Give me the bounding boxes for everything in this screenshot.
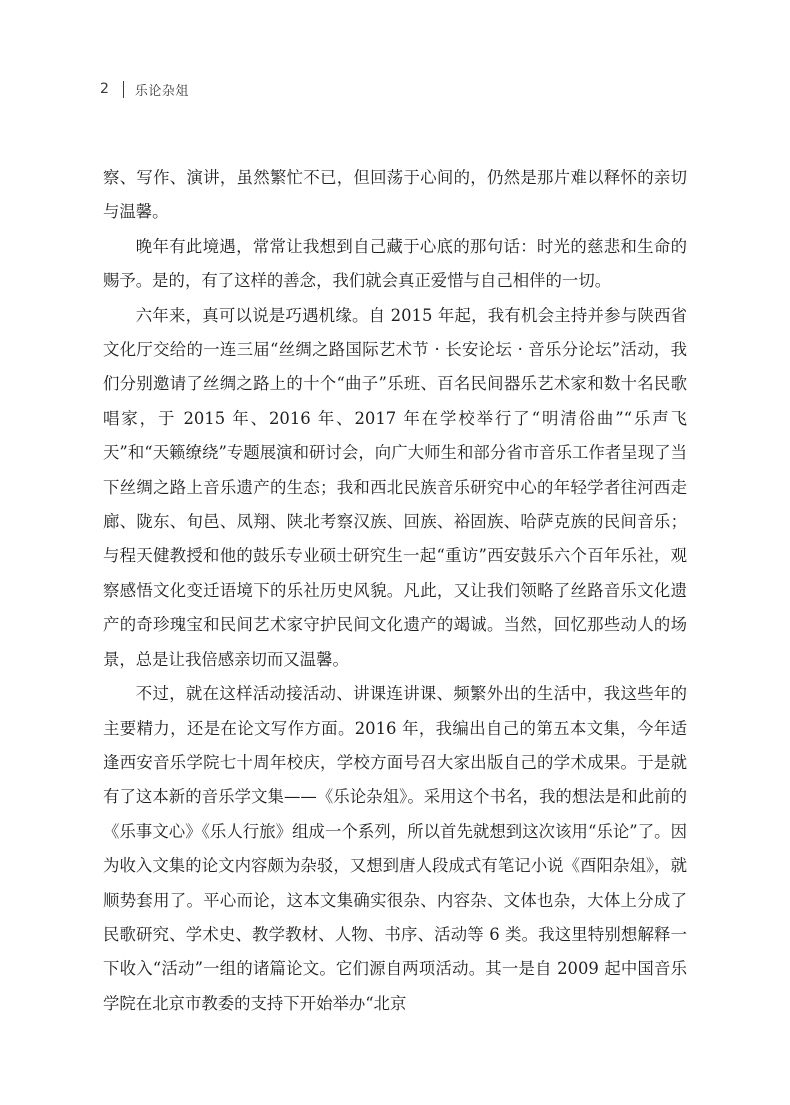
paragraph: 晚年有此境遇，常常让我想到自己藏于心底的那句话：时光的慈悲和生命的赐予。是的，有了这样的善念，我们就会真正爱惜与自己相伴的一切。 [103,236,687,291]
body-text [103,161,687,1021]
paragraph-continuation: 察、写作、演讲，虽然繁忙不已，但回荡于心间的，仍然是那片难以释怀的亲切与温馨。 [103,168,687,222]
paragraph: 六年来，真可以说是巧遇机缘。自 2015 年起，我有机会主持并参与陕西省文化厅交给的一连三届“丝绸之路国际艺术节 · 长安论坛 · 音乐分论坛”活动，我们分别邀请了丝绸之路上的十个“曲子”乐班、百名民间器乐艺术家和数十名民歌唱家，于 2015 年、2016 年、2017 年在学校举行了“明清俗曲”“乐声飞天”和“天籁缭绕”专题展演和研讨会，向广大师生和部分省市音乐工作者呈现了当下丝绸之路上音乐遗产的生态；我和西北民族音乐研究中心的年轻学者往河西走廊、陇东、旬邑、凤翔、陕北考察汉族、回族、裕固族、哈萨克族的民间音乐；与程天健教授和他的鼓乐专业硕士研究生一起“重访”西安鼓乐六个百年乐社，观察感悟文化变迁语境下的乐社历史风貌。凡此，又让我们领略了丝路音乐文化遗产的奇珍瑰宝和民间艺术家守护民间文化遗产的竭诚。当然，回忆那些动人的场景，总是让我倍感亲切而又温馨。 [103,305,687,669]
running-book-title: 乐论杂俎 [134,83,189,99]
page-number: 2 [100,81,109,97]
paragraph: 不过，就在这样活动接活动、讲课连讲课、频繁外出的生活中，我这些年的主要精力，还是在论文写作方面。2016 年，我编出自己的第五本文集，今年适逢西安音乐学院七十周年校庆，学校方面号召大家出版自己的学术成果。于是就有了这本新的音乐学文集——《乐论杂俎》。采用这个书名，我的想法是和此前的《乐事文心》《乐人行旅》组成一个系列，所以首先就想到这次该用“乐论”了。因为收入文集的论文内容颇为杂驳，又想到唐人段成式有笔记小说《酉阳杂俎》，就顺势套用了。平心而论，这本文集确实很杂、内容杂、文体也杂，大体上分成了民歌研究、学术史、教学教材、人物、书序、活动等 6 类。我这里特别想解释一下收入“活动”一组的诸篇论文。它们源自两项活动。其一是自 2009 起中国音乐学院在北京市教委的支持下开始举办“北京 [103,684,687,1013]
running-header [100,78,189,100]
header-divider [123,81,124,98]
